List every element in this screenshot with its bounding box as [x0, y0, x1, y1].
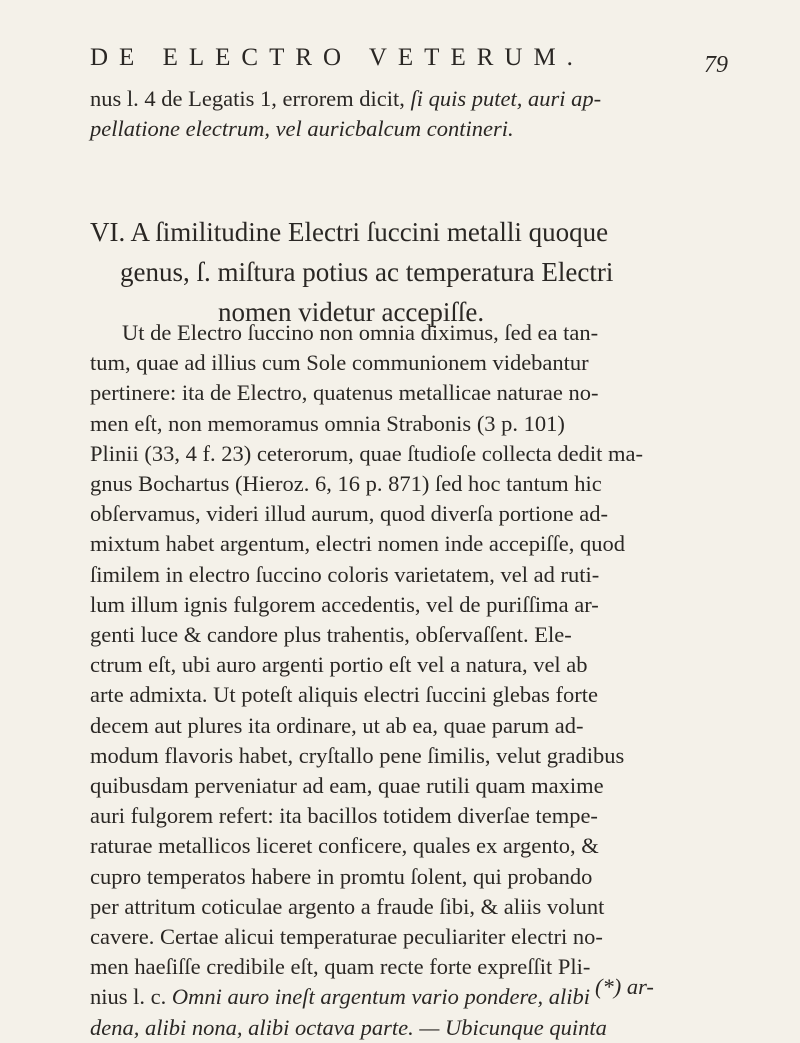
- body-text: nius l. c.: [90, 984, 172, 1010]
- body-line: cupro temperatos habere in promtu ſolent, qui probando: [90, 863, 593, 889]
- intro-paragraph: [90, 84, 740, 144]
- body-line: [90, 1013, 740, 1043]
- body-line: men haeſiſſe credibile eſt, quam recte forte expreſſit Pli-: [90, 954, 591, 980]
- running-title: DE ELECTRO VETERUM.: [90, 44, 584, 71]
- intro-quote: pellatione electrum, vel auricbalcum contineri.: [90, 116, 514, 141]
- body-line: cavere. Certae alicui temperaturae peculiariter electri no-: [90, 924, 603, 950]
- body-line: decem aut plures ita ordinare, ut ab ea, quae parum ad-: [90, 712, 584, 738]
- page-number: 79: [704, 52, 728, 78]
- body-line: per attritum coticulae argento a fraude ſibi, & aliis volunt: [90, 893, 605, 919]
- pliny-quote: Omni auro ineſt argentum vario pondere, alibi: [171, 984, 590, 1010]
- body-line: tum, quae ad illius cum Sole communionem videbantur: [90, 350, 589, 376]
- body-line: modum flavoris habet, cryſtallo pene ſimilis, velut gradibus: [90, 742, 625, 768]
- heading-line: VI. A ſimilitudine Electri ſuccini metalli quoque: [90, 217, 609, 247]
- intro-text: nus l. 4 de Legatis 1, errorem dicit,: [90, 86, 411, 111]
- body-line: Ut de Electro ſuccino non omnia diximus, ſed ea tan-: [122, 320, 599, 345]
- intro-line: [90, 84, 740, 114]
- heading-line: genus, ſ. miſtura potius ac temperatura Electri: [120, 257, 614, 287]
- body-line: pertinere: ita de Electro, quatenus metallicae naturae no-: [90, 380, 599, 406]
- body-paragraph: [90, 318, 740, 1043]
- body-line: lum illum ignis fulgorem accedentis, vel de puriſſima ar-: [90, 591, 599, 617]
- body-line: genti luce & candore plus trahentis, obſervaſſent. Ele-: [90, 622, 572, 648]
- body-line: raturae metallicos liceret conficere, quales ex argento, &: [90, 833, 599, 859]
- intro-quote: ſi quis putet, auri ap-: [410, 86, 602, 111]
- section-heading: [90, 212, 730, 332]
- body-line: arte admixta. Ut poteſt aliquis electri ſuccini glebas forte: [90, 682, 598, 708]
- heading-line: nomen videtur accepiſſe.: [218, 297, 485, 327]
- body-line: ctrum eſt, ubi auro argenti portio eſt vel a natura, vel ab: [90, 652, 588, 678]
- catchword: (*) ar-: [595, 974, 654, 999]
- intro-line: [90, 114, 740, 144]
- body-line: obſervamus, videri illud aurum, quod diverſa portione ad-: [90, 501, 608, 527]
- body-line: ſimilem in electro ſuccino coloris varietatem, vel ad ruti-: [90, 561, 600, 587]
- body-line: mixtum habet argentum, electri nomen inde accepiſſe, quod: [90, 531, 626, 557]
- pliny-quote: dena, alibi nona, alibi octava parte. — Ubicunque quinta: [90, 1014, 607, 1040]
- body-line: gnus Bochartus (Hieroz. 6, 16 p. 871) ſed hoc tantum hic: [90, 471, 602, 497]
- body-line: Plinii (33, 4 f. 23) ceterorum, quae ſtudioſe collecta dedit ma-: [90, 440, 643, 466]
- body-line: quibusdam perveniatur ad eam, quae rutili quam maxime: [90, 773, 604, 799]
- body-line: auri fulgorem refert: ita bacillos totidem diverſae tempe-: [90, 803, 598, 829]
- running-head: [90, 44, 728, 80]
- body-line: men eſt, non memoramus omnia Strabonis (3 p. 101): [90, 410, 565, 436]
